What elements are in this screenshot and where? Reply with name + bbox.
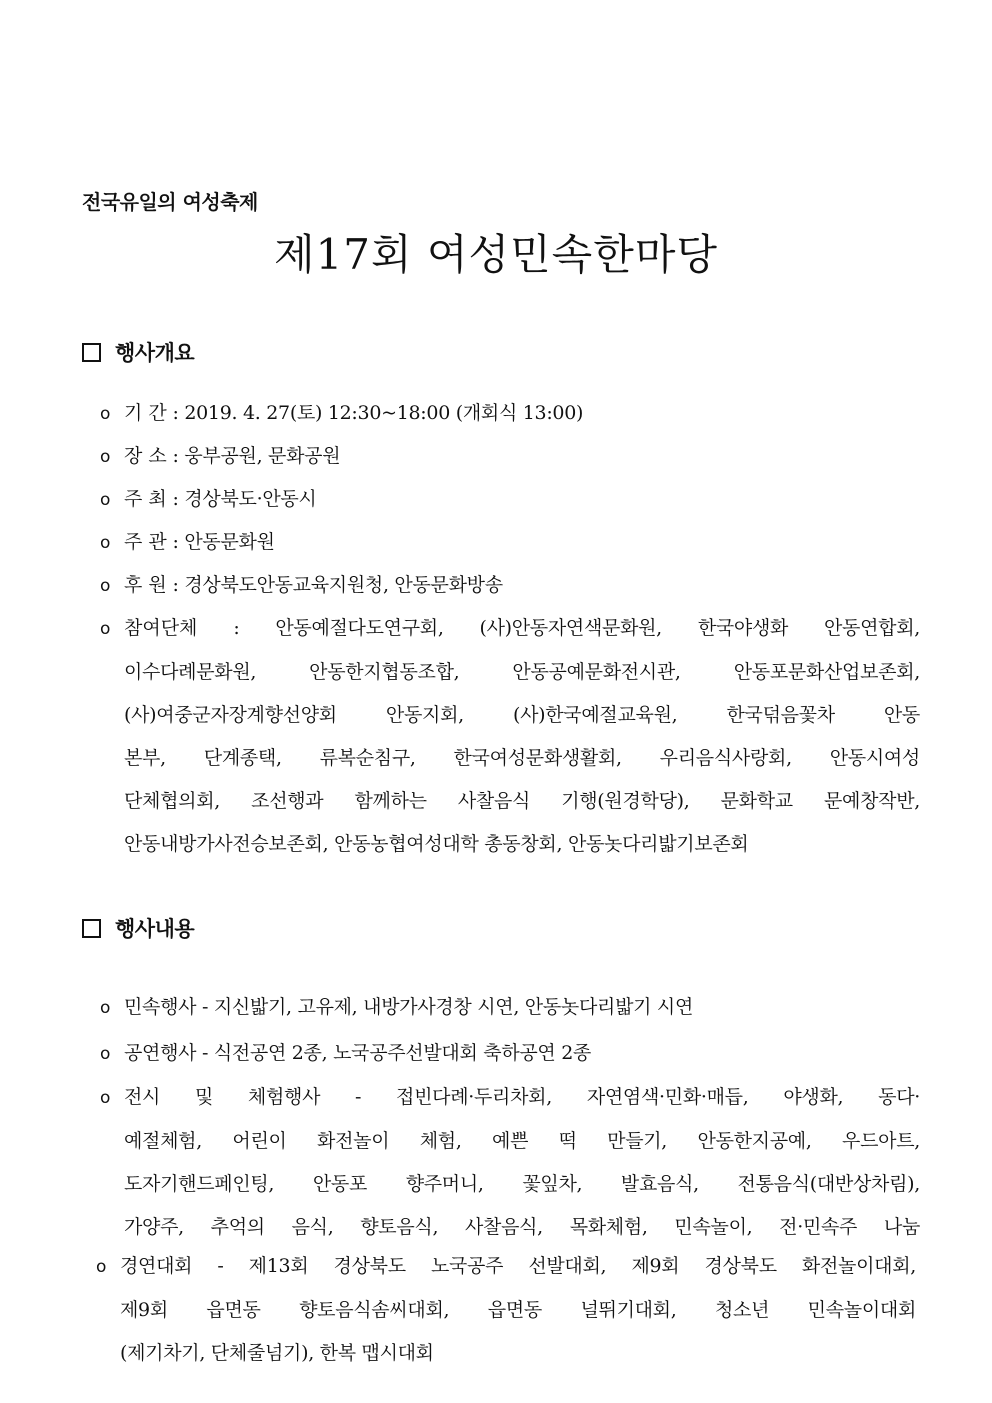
item-text: 전시 및 체험행사 - 접빈다례·두리차회, 자연염색·민화·매듭, 야생화, 동다· — [124, 1086, 920, 1108]
bullet-icon: o — [100, 998, 111, 1018]
item-label: 기 간 — [124, 402, 167, 424]
item-label: 주 최 — [124, 488, 167, 510]
festival-subtitle: 전국유일의 여성축제 — [82, 190, 258, 214]
item-value: 경상북도안동교육지원청, 안동문화방송 — [184, 574, 503, 596]
bullet-icon: o — [100, 447, 111, 467]
item-value: 경상북도·안동시 — [184, 488, 317, 510]
bullet-icon: o — [100, 1044, 111, 1064]
item-text-line: 도자기핸드페인팅, 안동포 향주머니, 꽃잎차, 발효음식, 전통음식(대반상차림), — [124, 1173, 920, 1195]
bullet-icon: o — [96, 1257, 107, 1277]
checkbox-square-icon — [82, 919, 101, 938]
overview-item-period — [100, 392, 920, 436]
item-text-line: (제기차기, 단체줄넘기), 한복 맵시대회 — [120, 1342, 434, 1364]
contents-item-contest — [96, 1245, 916, 1375]
checkbox-square-icon — [82, 343, 101, 362]
bullet-icon: o — [100, 619, 111, 639]
overview-item-sponsor — [100, 564, 920, 608]
bullet-icon: o — [100, 1088, 111, 1108]
item-label: 후 원 — [124, 574, 167, 596]
participants-line: 본부, 단계종택, 류복순침구, 한국여성문화생활회, 우리음식사랑회, 안동시여성 — [124, 747, 920, 769]
overview-item-host — [100, 478, 920, 522]
item-value: 2019. 4. 27(토) 12:30~18:00 (개회식 13:00) — [184, 402, 584, 424]
item-text: 민속행사 - 지신밟기, 고유제, 내방가사경창 시연, 안동놋다리밟기 시연 — [124, 996, 694, 1018]
item-label: 주 관 — [124, 531, 167, 553]
item-value: 안동문화원 — [184, 531, 275, 553]
item-separator: : — [233, 617, 240, 639]
overview-item-venue — [100, 435, 920, 479]
item-separator: : — [172, 574, 179, 596]
participants-line: 이수다례문화원, 안동한지협동조합, 안동공예문화전시관, 안동포문화산업보존회, — [124, 661, 920, 683]
contents-item-folk — [100, 986, 920, 1030]
contents-item-exhibition — [100, 1076, 920, 1249]
item-separator: : — [172, 488, 179, 510]
bullet-icon: o — [100, 490, 111, 510]
item-label: 참여단체 — [124, 617, 198, 639]
contents-item-performance — [100, 1032, 920, 1076]
bullet-icon: o — [100, 533, 111, 553]
item-text-line: 제9회 읍면동 향토음식솜씨대회, 읍면동 널뛰기대회, 청소년 민속놀이대회 — [120, 1299, 916, 1321]
participants-line: (사)여중군자장계향선양회 안동지회, (사)한국예절교육원, 한국덖음꽃차 안동 — [124, 704, 920, 726]
item-label: 장 소 — [124, 445, 167, 467]
participants-line — [100, 607, 920, 651]
participants-line: 단체협의회, 조선행과 함께하는 사찰음식 기행(원경학당), 문화학교 문예창작반, — [124, 790, 920, 812]
page-title: 제17회 여성민속한마당 — [274, 230, 718, 279]
participants-line: 안동내방가사전승보존회, 안동농협여성대학 총동창회, 안동놋다리밟기보존회 — [124, 833, 749, 855]
item-separator: : — [172, 402, 179, 424]
bullet-icon: o — [100, 576, 111, 596]
section-heading-label: 행사개요 — [115, 341, 195, 365]
item-text: 경연대회 - 제13회 경상북도 노국공주 선발대회, 제9회 경상북도 화전놀이대회, — [120, 1255, 916, 1277]
bullet-icon: o — [100, 404, 111, 424]
item-separator: : — [172, 531, 179, 553]
section-heading-contents — [82, 913, 194, 943]
item-separator: : — [172, 445, 179, 467]
item-text-line: 가양주, 추억의 음식, 향토음식, 사찰음식, 목화체험, 민속놀이, 전·민속주 나눔 — [124, 1216, 920, 1238]
participants-text: 안동예절다도연구회, (사)안동자연색문화원, 한국야생화 안동연합회, — [275, 617, 920, 639]
item-text: 공연행사 - 식전공연 2종, 노국공주선발대회 축하공연 2종 — [124, 1042, 592, 1064]
item-text-line: 예절체험, 어린이 화전놀이 체험, 예쁜 떡 만들기, 안동한지공예, 우드아트, — [124, 1130, 920, 1152]
overview-item-organizer — [100, 521, 920, 565]
section-heading-overview — [82, 337, 194, 367]
item-value: 웅부공원, 문화공원 — [184, 445, 341, 467]
overview-item-participants — [100, 607, 920, 866]
section-heading-label: 행사내용 — [115, 917, 195, 941]
